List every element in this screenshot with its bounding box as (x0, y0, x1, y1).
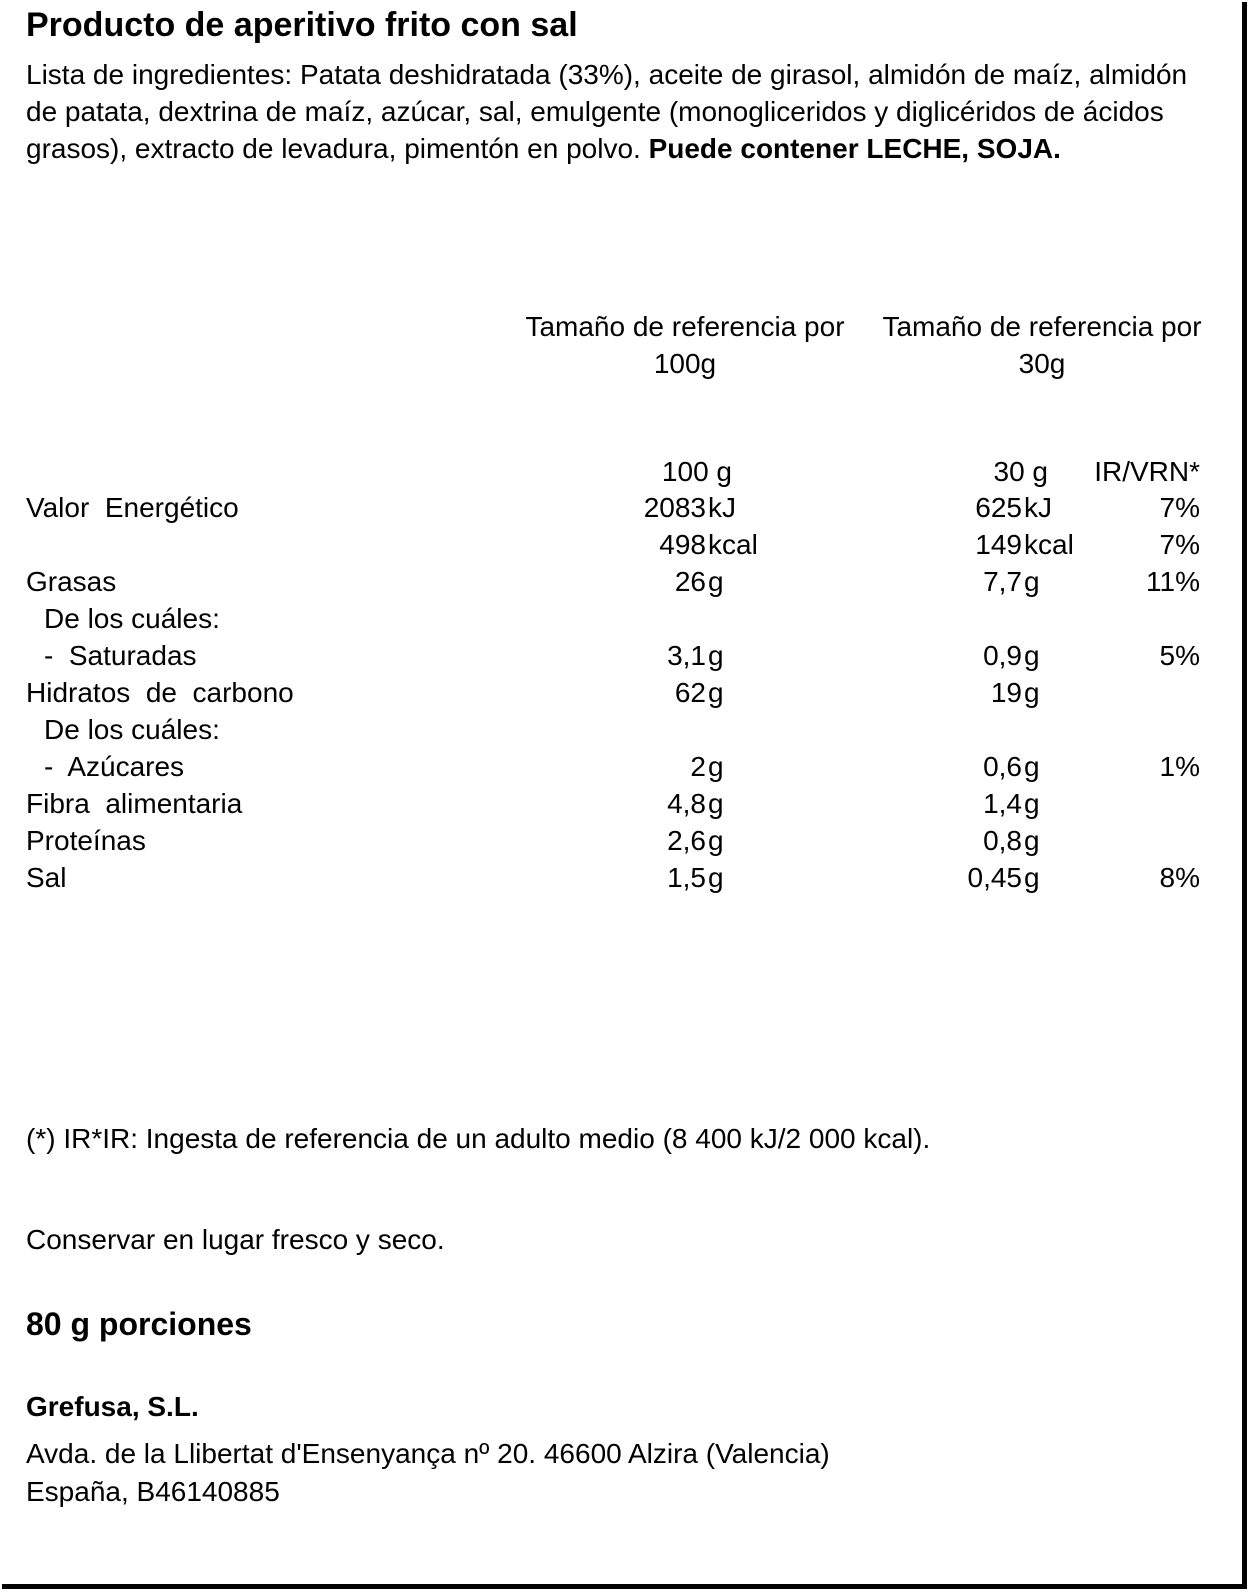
unit-30g: g (1024, 640, 1040, 671)
ref-100g-header-line2: 100g (653, 348, 717, 379)
value-ir: 7% (1159, 492, 1200, 523)
value-ir: 5% (1159, 640, 1200, 671)
col-header-30g: 30 g (993, 456, 1048, 487)
value-100g: 498 (659, 529, 706, 560)
ref-30g-header-line1: Tamaño de referencia por (882, 311, 1202, 342)
unit-30g: g (1024, 566, 1040, 597)
unit-100g: g (708, 862, 724, 893)
value-ir: 8% (1159, 862, 1200, 893)
ingredients-list (26, 56, 1216, 167)
unit-100g: kJ (708, 492, 736, 523)
unit-100g: g (708, 566, 724, 597)
unit-100g: g (708, 751, 724, 782)
value-ir: 11% (1146, 566, 1200, 597)
ref-30g-header (862, 308, 1222, 382)
value-30g: 1,4 (983, 788, 1022, 819)
col-header-ir: IR/VRN* (1094, 456, 1200, 487)
company-address: Avda. de la Llibertat d'Ensenyança nº 20. 46600 Alzira (Valencia) (26, 1438, 830, 1469)
value-30g: 19 (990, 677, 1022, 708)
unit-30g: g (1024, 825, 1040, 856)
nutrient-label: De los cuáles: (44, 714, 220, 745)
value-ir: 7% (1159, 529, 1200, 560)
col-header-100g: 100 g (661, 456, 732, 487)
nutrient-label: - Azúcares (44, 751, 185, 782)
value-100g: 26 (674, 566, 706, 597)
portions-info: 80 g porciones (26, 1306, 252, 1342)
value-100g: 4,8 (667, 788, 706, 819)
value-100g: 2,6 (667, 825, 706, 856)
product-title: Producto de aperitivo frito con sal (26, 6, 578, 44)
value-30g: 0,45 (967, 862, 1022, 893)
unit-30g: g (1024, 677, 1040, 708)
unit-100g: g (708, 640, 724, 671)
unit-100g: g (708, 677, 724, 708)
storage-instructions: Conservar en lugar fresco y seco. (26, 1224, 445, 1255)
company-country-vat: España, B46140885 (26, 1476, 280, 1507)
value-ir: 1% (1159, 751, 1200, 782)
value-100g: 3,1 (667, 640, 706, 671)
unit-30g: g (1024, 862, 1040, 893)
ref-100g-header-line1: Tamaño de referencia por (525, 311, 845, 342)
allergens-warning: Puede contener LECHE, SOJA. (648, 133, 1061, 164)
nutrient-label: De los cuáles: (44, 603, 220, 634)
nutrient-label: Hidratos de carbono (26, 677, 294, 708)
nutrient-label: - Saturadas (44, 640, 197, 671)
value-30g: 7,7 (983, 566, 1022, 597)
value-100g: 1,5 (667, 862, 706, 893)
reference-intake-footnote: (*) IR*IR: Ingesta de referencia de un adulto medio (8 400 kJ/2 000 kcal). (26, 1123, 931, 1154)
ref-100g-header (505, 308, 865, 382)
value-30g: 0,8 (983, 825, 1022, 856)
value-100g: 2 (690, 751, 706, 782)
value-100g: 62 (674, 677, 706, 708)
nutrient-label: Grasas (26, 566, 117, 597)
value-30g: 0,6 (983, 751, 1022, 782)
unit-100g: g (708, 788, 724, 819)
unit-30g: kcal (1024, 529, 1074, 560)
unit-30g: g (1024, 751, 1040, 782)
value-30g: 149 (975, 529, 1022, 560)
nutrient-label: Fibra alimentaria (26, 788, 243, 819)
unit-100g: g (708, 825, 724, 856)
nutrient-label: Sal (26, 862, 67, 893)
unit-100g: kcal (708, 529, 758, 560)
unit-30g: g (1024, 788, 1040, 819)
unit-30g: kJ (1024, 492, 1052, 523)
ingredients-text: Lista de ingredientes: Patata deshidratada (33%), aceite de girasol, almidón de maíz, almidón de patata, dextrina de maíz, azúcar, sal, emulgente (monogliceridos y diglicéridos de ácidos grasos), extracto de levadura, pimentón en polvo. (26, 59, 1188, 164)
nutrient-label: Proteínas (26, 825, 146, 856)
value-30g: 0,9 (983, 640, 1022, 671)
ref-30g-header-line2: 30g (1018, 348, 1066, 379)
value-100g: 2083 (643, 492, 706, 523)
company-name: Grefusa, S.L. (26, 1391, 199, 1422)
value-30g: 625 (975, 492, 1022, 523)
nutrient-label: Valor Energético (26, 492, 239, 523)
